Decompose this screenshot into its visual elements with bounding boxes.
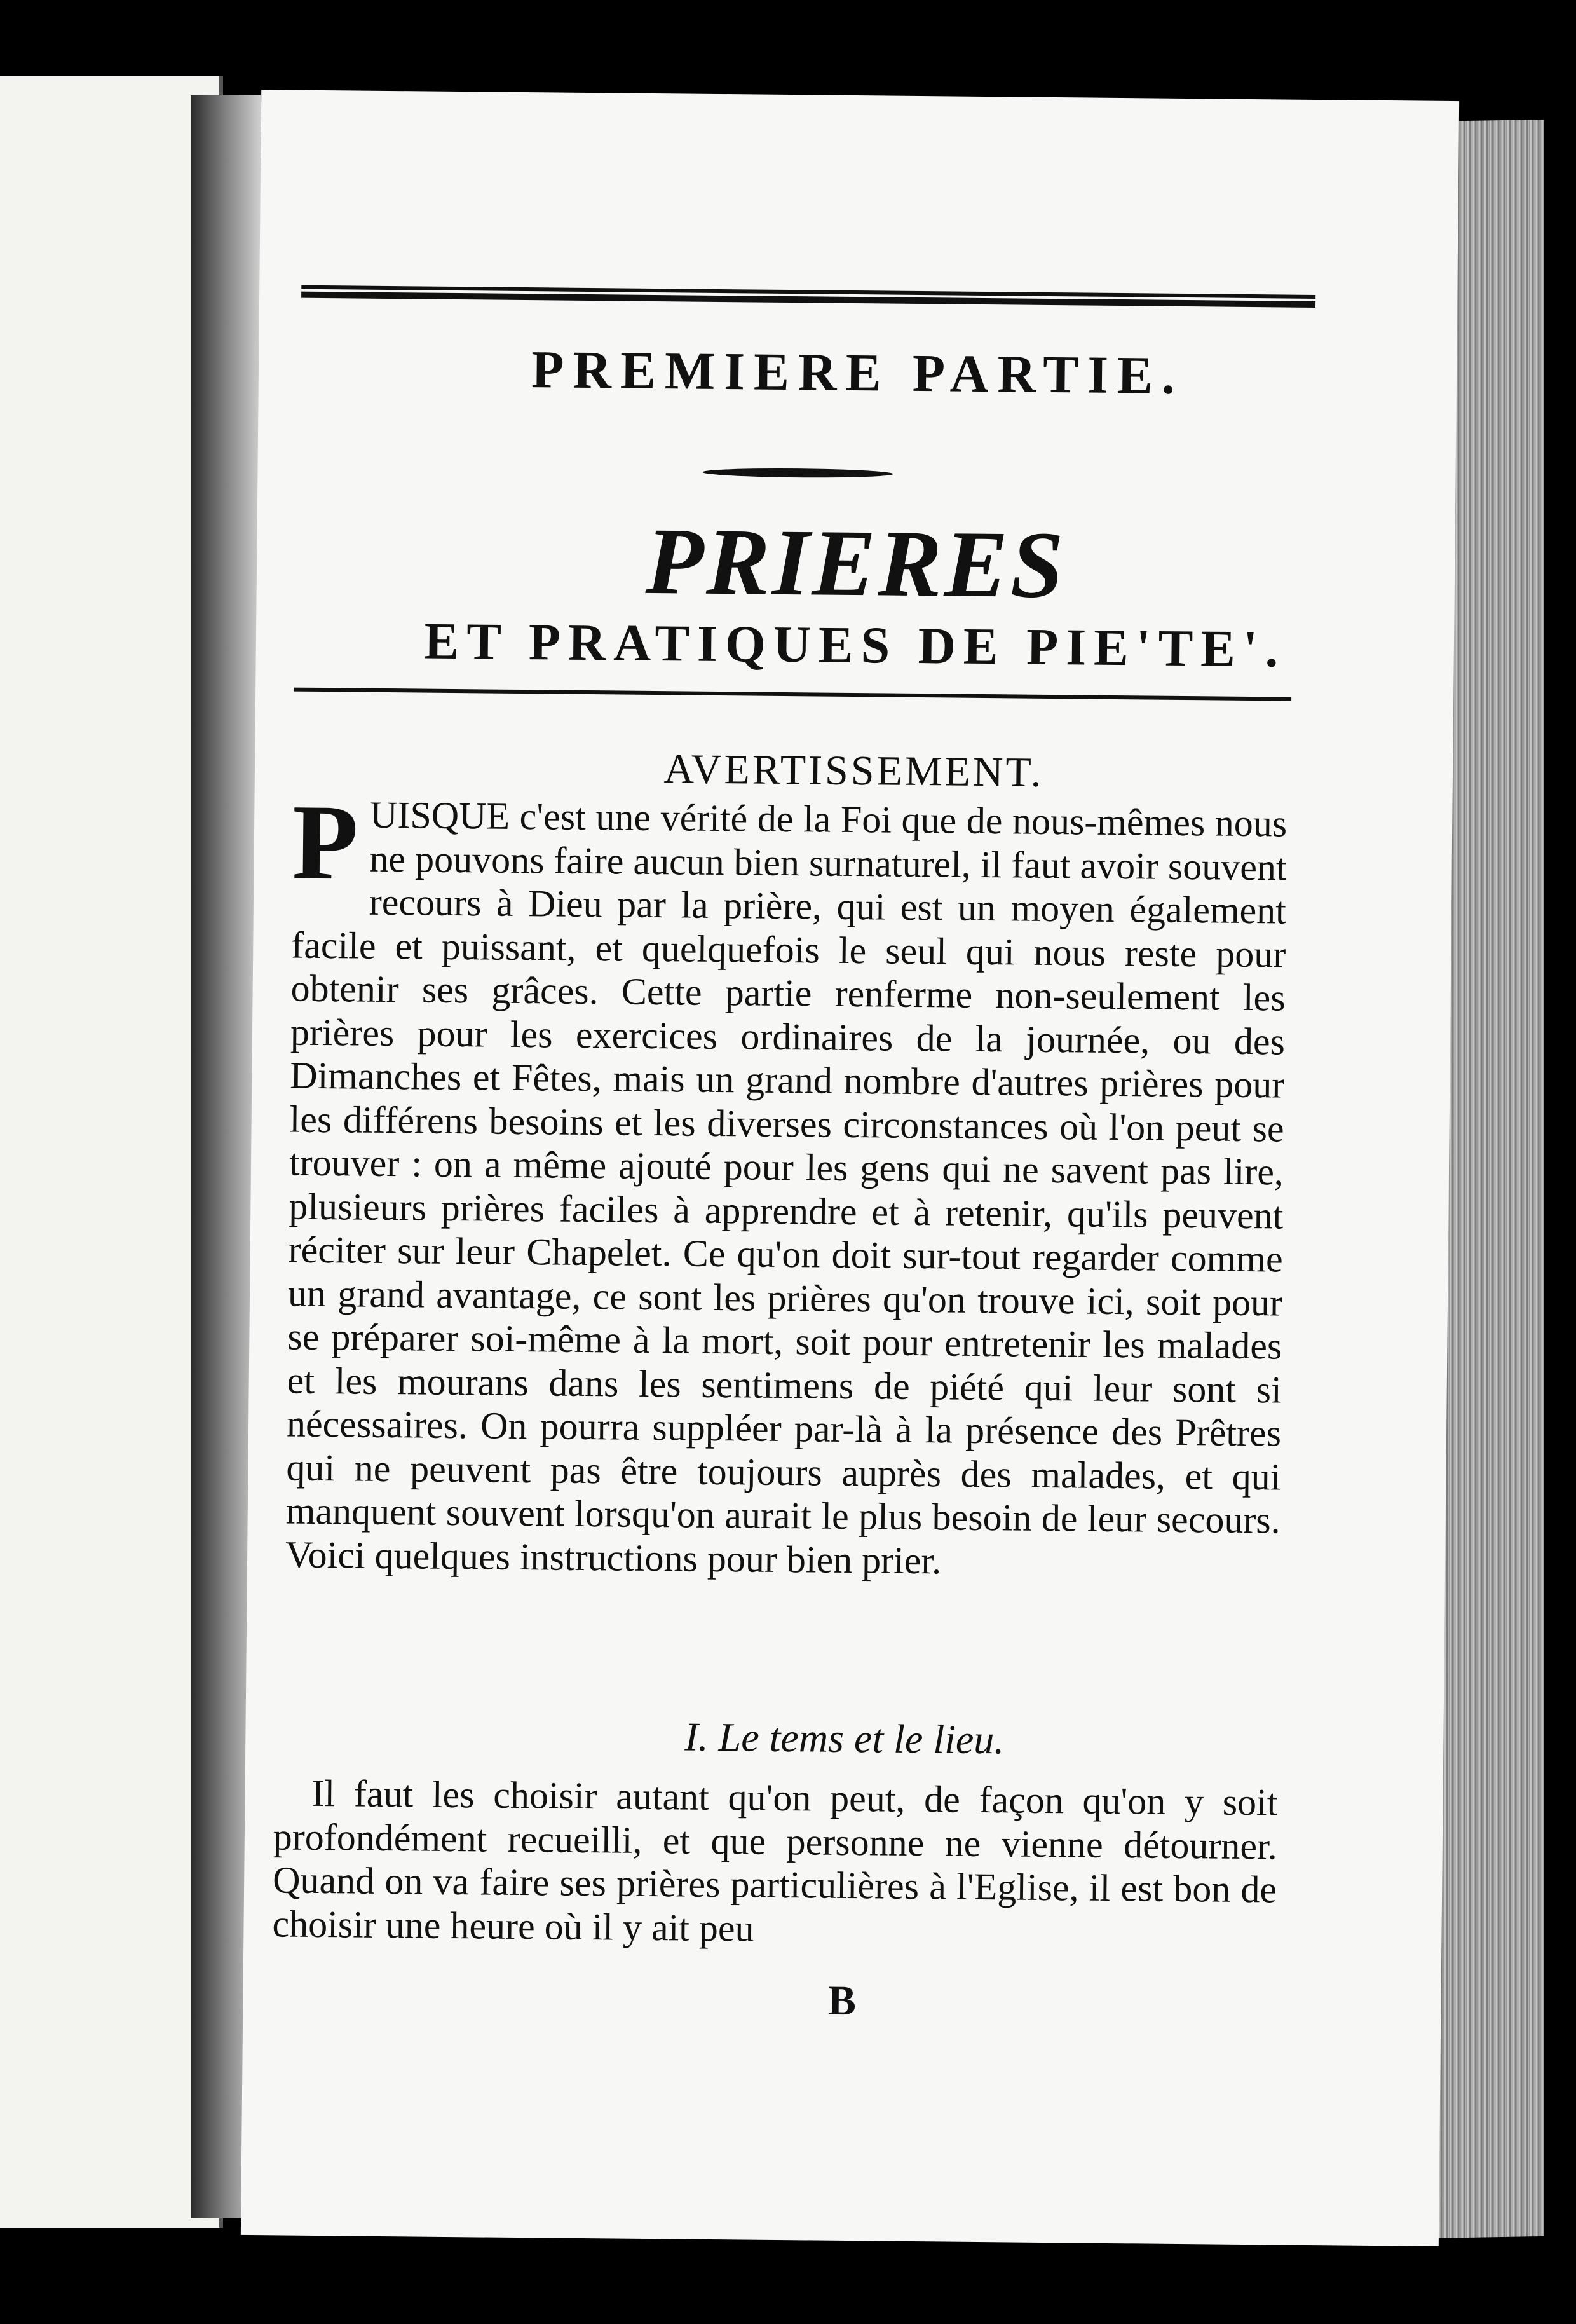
subtitle: ET PRATIQUES DE PIE'TE'. — [424, 612, 1286, 678]
right-page — [241, 90, 1459, 2246]
drop-cap: P — [291, 782, 359, 903]
section-heading: AVERTISSEMENT. — [663, 746, 1044, 796]
signature-mark: B — [827, 1977, 857, 2025]
top-double-rule — [301, 285, 1315, 308]
main-title: PRIERES — [645, 508, 1067, 619]
avertissement-paragraph: UISQUE c'est une vérité de la Foi que de nous-mêmes nous ne pouvons faire aucun bien surnaturel, il faut avoir souvent recours à Dieu par la prière, qui est un moyen également facile et puissant, et quelquefois le seul qui nous reste pour obtenir ses grâces. Cette partie renferme non-seulement les prières pour les exercices ordinaires de la journée, ou des Dimanches et Fêtes, mais un grand nombre d'autres prières pour les différens besoins et les diverses circonstances où l'on peut se trouver : on a même ajouté pour les gens qui ne savent pas lire, plusieurs prières faciles à apprendre et à retenir, qu'ils peuvent réciter sur leur Chapelet. Ce qu'on doit sur-tout regarder comme un grand avantage, ce sont les prières qu'on trouve ici, soit pour se préparer soi-même à la mort, soit pour entretenir les malades et les mourans dans les sentimens de piété qui leur sont si nécessaires. On pourra suppléer par-là à la présence des Prêtres qui ne peuvent pas être toujours auprès des malades, et qui manquent souvent lorsqu'on aurait le plus besoin de leur secours. Voici quelques instructions pour bien prier. — [285, 793, 1287, 1582]
part-title: PREMIERE PARTIE. — [531, 340, 1185, 406]
divider-rule — [294, 688, 1291, 701]
subsection-heading: I. Le tems et le lieu. — [684, 1714, 1005, 1763]
ornamental-rule — [702, 468, 893, 479]
subsection-paragraph: Il faut les choisir autant qu'on peut, de façon qu'on y soit profondément recueilli, et que personne ne vienne détourner. Quand on va faire ses prières particulières à l'Eglise, il est bon de choisir une heure où il y ait peu — [272, 1772, 1278, 1950]
left-page — [0, 76, 223, 2228]
avertissement-text — [285, 782, 1287, 1586]
